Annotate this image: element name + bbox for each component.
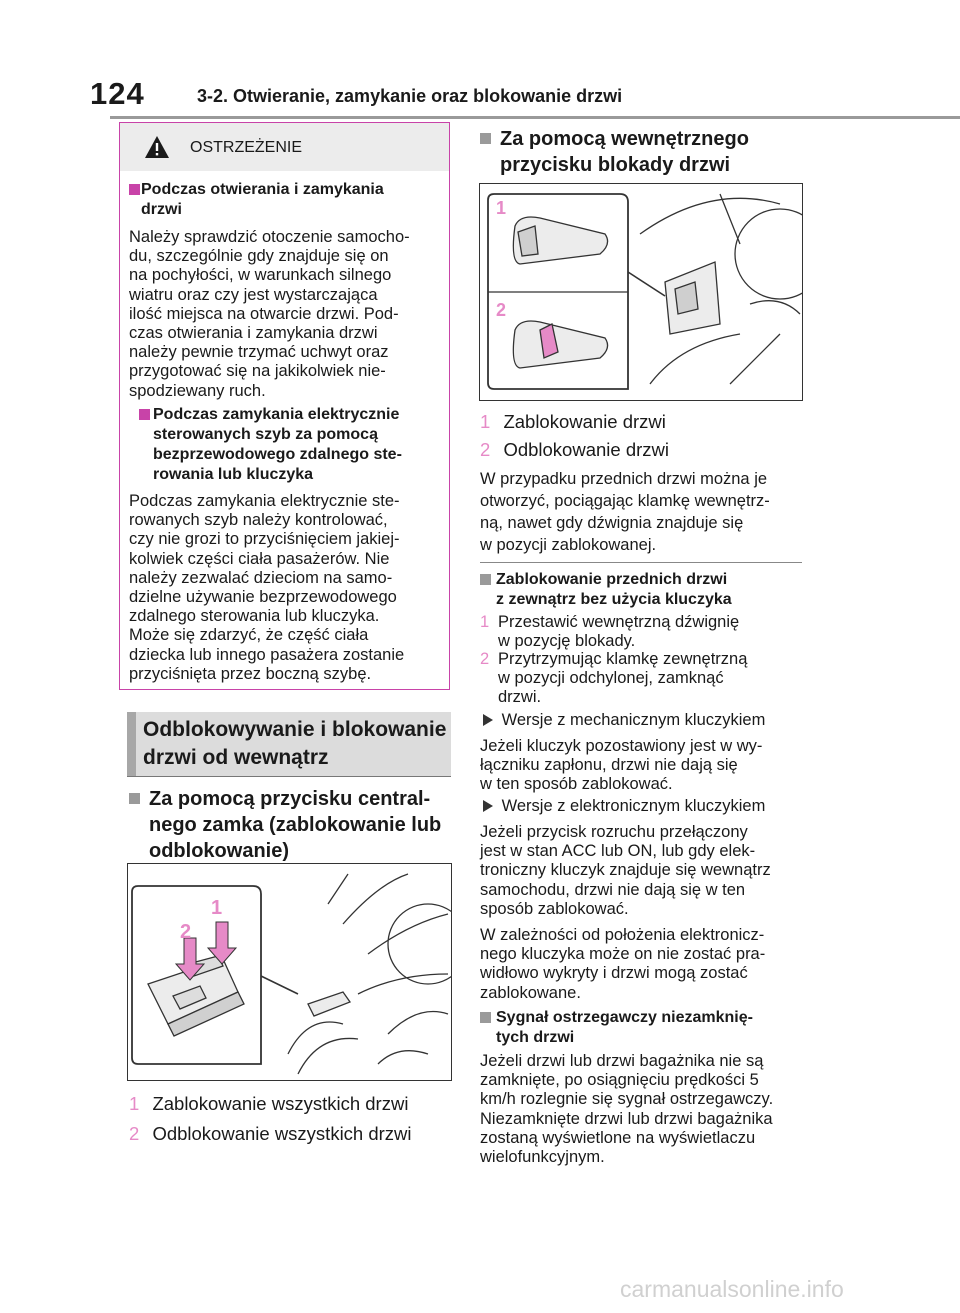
heading-line: Podczas zamykania elektrycznie xyxy=(153,406,400,423)
central-lock-figure xyxy=(127,863,452,1081)
caption-text: Odblokowanie drzwi xyxy=(503,439,669,460)
elec-key-label xyxy=(483,797,813,816)
inner-lock-caption-2 xyxy=(480,439,810,461)
body-line: zdalnego sterowania lub kluczyka. xyxy=(129,607,380,626)
body-line: W zależności od położenia elektronicz- xyxy=(480,926,765,944)
body-line: Jeżeli przycisk rozruchu przełączony xyxy=(480,823,748,841)
body-line: Podczas zamykania elektrycznie ste- xyxy=(129,492,400,510)
section-title: 3-2. Otwieranie, zamykanie oraz blokowanie drzwi xyxy=(197,86,623,106)
warning-item-1-body xyxy=(129,228,447,401)
body-line: du, szczególnie gdy znajduje się on xyxy=(129,247,389,266)
body-line: km/h rozlegnie się sygnał ostrzegawczy. xyxy=(480,1090,774,1109)
central-lock-heading xyxy=(129,786,451,864)
warning-item-1-heading xyxy=(129,180,447,220)
body-line: kolwiek części ciała pasażerów. Nie xyxy=(129,549,390,568)
inner-lock-lever-illustration xyxy=(480,184,802,400)
central-lock-switch-illustration xyxy=(128,864,451,1080)
body-line: zamknięte, po osiągnięciu prędkości 5 xyxy=(480,1071,759,1090)
fig-label-1: 1 xyxy=(496,198,507,218)
body-line: W przypadku przednich drzwi można je xyxy=(480,470,768,488)
bullet-square-icon xyxy=(129,184,140,195)
warning-item-2 xyxy=(139,405,449,485)
body-line: Może się zdarzyć, że część ciała xyxy=(129,626,369,645)
arrow-right-icon xyxy=(483,714,493,726)
caption-number: 2 xyxy=(480,439,491,460)
body-line: wiatru oraz czy jest wystarczająca xyxy=(129,285,378,304)
fig-label-1: 1 xyxy=(211,897,223,919)
heading-line: odblokowanie) xyxy=(149,840,289,862)
inner-lock-heading xyxy=(480,126,810,178)
warning-item-2-heading xyxy=(139,405,449,485)
body-line: Niezamknięte drzwi lub drzwi bagażnika xyxy=(480,1109,773,1128)
body-line: zablokowane. xyxy=(480,983,581,1002)
body-line: nego kluczyka może on nie zostać pra- xyxy=(480,945,766,964)
mech-key-body xyxy=(480,737,810,795)
step-line: Przestawić wewnętrzną dźwignię xyxy=(498,613,740,631)
body-line: czas otwierania i zamykania drzwi xyxy=(129,324,378,343)
page-number: 124 xyxy=(90,76,145,111)
heading-line: Za pomocą wewnętrznego xyxy=(500,128,749,150)
heading-line: nego zamka (zablokowanie lub xyxy=(149,814,442,836)
step-number: 2 xyxy=(480,650,490,668)
body-line: sposób zablokować. xyxy=(480,899,629,918)
body-line: ilość miejsca na otwarcie drzwi. Pod- xyxy=(129,304,399,323)
heading-line: przycisku blokady drzwi xyxy=(500,154,731,176)
signal-body xyxy=(480,1052,810,1167)
watermark: carmanualsonline.info xyxy=(620,1276,844,1302)
heading-line: tych drzwi xyxy=(496,1029,575,1046)
caption-number: 1 xyxy=(129,1093,140,1114)
bullet-square-icon xyxy=(139,409,150,420)
body-line: przyciśnięta przez boczną szybę. xyxy=(129,664,372,683)
outside-lock-heading xyxy=(480,570,810,610)
body-line: otworzyć, pociągając klamkę wewnętrz- xyxy=(480,492,770,510)
caption-number: 1 xyxy=(480,411,491,432)
warning-item-2-body xyxy=(129,492,447,684)
signal-heading xyxy=(480,1008,810,1048)
section-heading-edge xyxy=(127,712,136,776)
central-lock-caption-2 xyxy=(129,1123,459,1145)
body-line: Jeżeli kluczyk pozostawiony jest w wy- xyxy=(480,737,763,755)
heading-line: sterowanych szyb za pomocą xyxy=(153,426,378,443)
warning-triangle-icon xyxy=(144,135,170,159)
body-line: zostaną wyświetlone na wyświetlaczu xyxy=(480,1128,756,1147)
step-line: w pozycję blokady. xyxy=(498,632,636,651)
divider xyxy=(480,562,802,563)
heading-line: Podczas otwierania i zamykania xyxy=(141,181,384,198)
section-heading-underline xyxy=(127,776,451,777)
warning-title: OSTRZEŻENIE xyxy=(190,139,303,156)
heading-line: bezprzewodowego zdalnego ste- xyxy=(153,446,402,463)
header-divider xyxy=(110,116,960,119)
inner-lock-caption-1 xyxy=(480,411,810,433)
body-line: na pochyłości, w warunkach silnego xyxy=(129,266,392,285)
heading-line: drzwi xyxy=(141,201,182,218)
section-heading xyxy=(143,716,448,772)
elec-key-body-2 xyxy=(480,926,810,1003)
body-line: dzielne używanie bezprzewodowego xyxy=(129,588,397,607)
caption-text: Zablokowanie wszystkich drzwi xyxy=(152,1093,409,1114)
heading-line: Odblokowywanie i blokowanie xyxy=(143,718,447,741)
fig-label-2: 2 xyxy=(496,300,507,320)
body-line: troniczny kluczyk znajduje się wewnątrz xyxy=(480,861,771,880)
body-line: należy zezwalać dzieciom na samo- xyxy=(129,568,393,587)
body-line: dziecka lub innego pasażera zostanie xyxy=(129,645,405,664)
elec-key-label-text: Wersje z elektronicznym kluczykiem xyxy=(501,797,766,815)
heading-line: Zablokowanie przednich drzwi xyxy=(496,571,728,588)
heading-line: Sygnał ostrzegawczy niezamknię- xyxy=(496,1009,753,1026)
body-line: jest w stan ACC lub ON, lub gdy elek- xyxy=(480,842,756,861)
body-line: ną, nawet gdy dźwignia znajduje się xyxy=(480,514,744,532)
mech-key-label-text: Wersje z mechanicznym kluczykiem xyxy=(501,711,766,729)
body-line: Jeżeli drzwi lub drzwi bagażnika nie są xyxy=(480,1052,764,1070)
step-number: 1 xyxy=(480,613,490,631)
body-line: należy pewnie trzymać uchwyt oraz xyxy=(129,343,389,362)
arrow-right-icon xyxy=(483,800,493,812)
step-line: drzwi. xyxy=(498,688,542,707)
heading-line: z zewnątrz bez użycia kluczyka xyxy=(496,591,732,608)
heading-line: Za pomocą przycisku central- xyxy=(149,788,431,810)
central-lock-caption-1 xyxy=(129,1093,459,1115)
body-line: rowanych szyb należy kontrolować, xyxy=(129,511,388,530)
body-line: w ten sposób zablokować. xyxy=(480,775,673,794)
caption-text: Zablokowanie drzwi xyxy=(503,411,666,432)
heading-line: rowania lub kluczyka xyxy=(153,466,314,483)
warning-item-1 xyxy=(129,180,447,401)
caption-number: 2 xyxy=(129,1123,140,1144)
step-line: w pozycji odchylonej, zamknąć xyxy=(498,669,724,688)
outside-lock-step-2 xyxy=(480,650,810,708)
heading-line: drzwi od wewnątrz xyxy=(143,746,329,769)
body-line: samochodu, drzwi nie dają się w ten xyxy=(480,880,746,899)
body-line: przygotować się na jakikolwiek nie- xyxy=(129,362,386,381)
inner-lock-figure xyxy=(479,183,803,401)
bullet-square-icon xyxy=(480,1012,491,1023)
bullet-square-icon xyxy=(480,133,491,144)
caption-text: Odblokowanie wszystkich drzwi xyxy=(152,1123,412,1144)
body-line: wielofunkcyjnym. xyxy=(480,1148,605,1167)
fig-label-2: 2 xyxy=(180,921,192,943)
body-line: Należy sprawdzić otoczenie samocho- xyxy=(129,228,410,246)
body-line: widłowo wykryty i drzwi mogą zostać xyxy=(480,964,748,983)
step-line: Przytrzymując klamkę zewnętrzną xyxy=(498,650,748,668)
outside-lock-step-1 xyxy=(480,613,810,651)
bullet-square-icon xyxy=(129,793,140,804)
body-line: spodziewany ruch. xyxy=(129,381,266,400)
body-line: łączniku zapłonu, drzwi nie dają się xyxy=(480,756,738,775)
elec-key-body xyxy=(480,823,810,919)
mech-key-label xyxy=(483,711,813,730)
body-line: w pozycji zablokowanej. xyxy=(480,536,657,554)
body-line: czy nie grozi to przyciśnięciem jakiej- xyxy=(129,530,400,549)
bullet-square-icon xyxy=(480,574,491,585)
inner-lock-body xyxy=(480,468,810,556)
